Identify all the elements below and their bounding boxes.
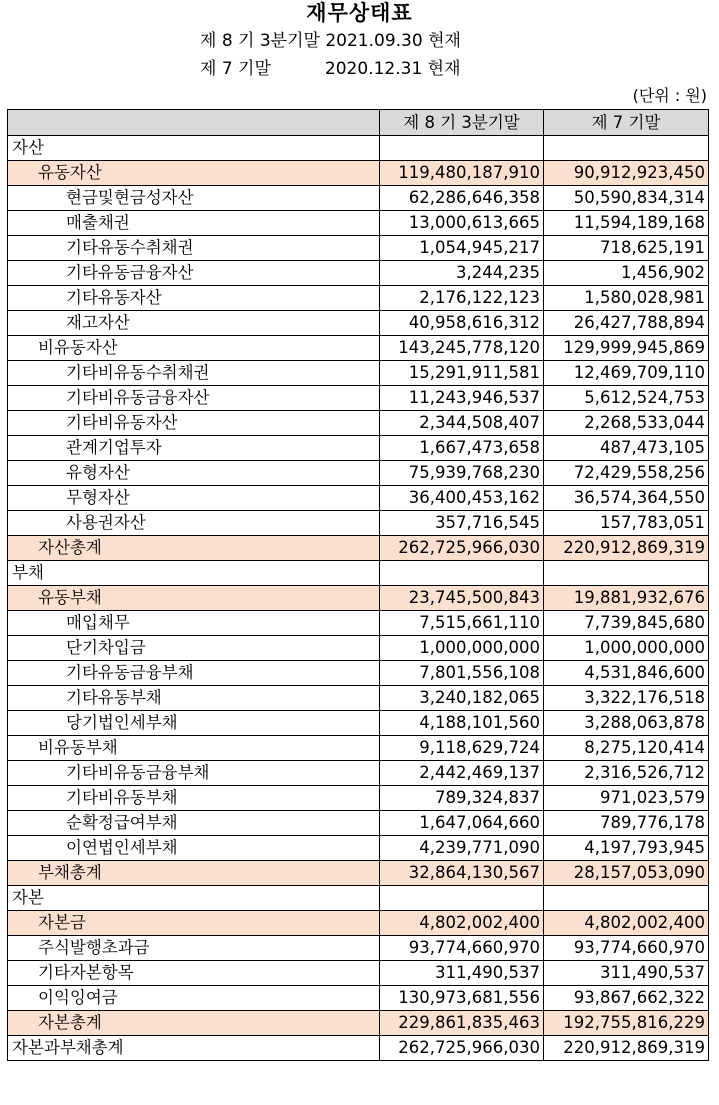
table-row — [8, 436, 709, 461]
prior-period-amount — [544, 136, 709, 161]
table-row — [8, 661, 709, 686]
account-name: 비유동부채 — [8, 736, 380, 761]
prior-period-amount: 3,322,176,518 — [544, 686, 709, 711]
account-name: 비유동자산 — [8, 336, 380, 361]
prior-period-amount: 718,625,191 — [544, 236, 709, 261]
current-period-amount: 62,286,646,358 — [380, 186, 544, 211]
period-current: 제 8 기 3분기말 2021.09.30 현재 — [200, 31, 461, 51]
prior-period-amount: 2,268,533,044 — [544, 411, 709, 436]
current-period-amount: 262,725,966,030 — [380, 536, 544, 561]
prior-period-amount: 5,612,524,753 — [544, 386, 709, 411]
prior-period-amount: 129,999,945,869 — [544, 336, 709, 361]
prior-period-amount: 789,776,178 — [544, 811, 709, 836]
account-name: 관계기업투자 — [8, 436, 380, 461]
table-row — [8, 336, 709, 361]
current-period-amount: 3,240,182,065 — [380, 686, 544, 711]
current-period-amount: 1,667,473,658 — [380, 436, 544, 461]
table-row — [8, 586, 709, 611]
current-period-amount: 15,291,911,581 — [380, 361, 544, 386]
prior-period-amount: 50,590,834,314 — [544, 186, 709, 211]
table-row — [8, 811, 709, 836]
current-period-amount: 2,176,122,123 — [380, 286, 544, 311]
table-row — [8, 161, 709, 186]
account-name: 주식발행초과금 — [8, 936, 380, 961]
account-name: 당기법인세부채 — [8, 711, 380, 736]
prior-period-amount: 487,473,105 — [544, 436, 709, 461]
table-row — [8, 536, 709, 561]
account-name: 기타비유동부채 — [8, 786, 380, 811]
account-name: 현금및현금성자산 — [8, 186, 380, 211]
table-row — [8, 1011, 709, 1036]
account-name: 유형자산 — [8, 461, 380, 486]
current-period-amount: 1,000,000,000 — [380, 636, 544, 661]
current-period-amount: 40,958,616,312 — [380, 311, 544, 336]
current-period-amount: 36,400,453,162 — [380, 486, 544, 511]
account-name: 단기차입금 — [8, 636, 380, 661]
table-row — [8, 886, 709, 911]
table-row — [8, 986, 709, 1011]
account-name: 기타비유동자산 — [8, 411, 380, 436]
table-row — [8, 1036, 709, 1061]
prior-period-amount: 12,469,709,110 — [544, 361, 709, 386]
table-header-row — [8, 110, 709, 136]
current-period-amount: 75,939,768,230 — [380, 461, 544, 486]
table-row — [8, 611, 709, 636]
account-name: 자산 — [8, 136, 380, 161]
account-name: 자본금 — [8, 911, 380, 936]
prior-period-amount: 4,197,793,945 — [544, 836, 709, 861]
prior-period-amount: 28,157,053,090 — [544, 861, 709, 886]
prior-period-amount: 192,755,816,229 — [544, 1011, 709, 1036]
account-name: 기타비유동수취채권 — [8, 361, 380, 386]
current-period-amount: 1,647,064,660 — [380, 811, 544, 836]
account-name: 자산총계 — [8, 536, 380, 561]
current-period-amount: 2,344,508,407 — [380, 411, 544, 436]
prior-period-amount: 3,288,063,878 — [544, 711, 709, 736]
current-period-amount: 11,243,946,537 — [380, 386, 544, 411]
prior-period-amount: 7,739,845,680 — [544, 611, 709, 636]
current-period-amount: 2,442,469,137 — [380, 761, 544, 786]
current-period-amount: 4,188,101,560 — [380, 711, 544, 736]
prior-period-amount: 72,429,558,256 — [544, 461, 709, 486]
current-period-amount: 7,801,556,108 — [380, 661, 544, 686]
table-row — [8, 761, 709, 786]
account-name: 자본 — [8, 886, 380, 911]
account-name: 기타비유동금융자산 — [8, 386, 380, 411]
prior-period-amount: 93,867,662,322 — [544, 986, 709, 1011]
table-row — [8, 836, 709, 861]
table-row — [8, 261, 709, 286]
current-period-amount: 23,745,500,843 — [380, 586, 544, 611]
account-name: 기타비유동금융부채 — [8, 761, 380, 786]
account-name: 재고자산 — [8, 311, 380, 336]
current-period-amount: 93,774,660,970 — [380, 936, 544, 961]
account-name: 기타유동수취채권 — [8, 236, 380, 261]
account-name: 유동부채 — [8, 586, 380, 611]
table-row — [8, 936, 709, 961]
table-row — [8, 561, 709, 586]
table-row — [8, 411, 709, 436]
period-prior: 제 7 기말 2020.12.31 현재 — [200, 59, 461, 79]
prior-period-amount: 19,881,932,676 — [544, 586, 709, 611]
prior-period-amount — [544, 561, 709, 586]
account-name: 기타유동자산 — [8, 286, 380, 311]
current-period-amount: 4,239,771,090 — [380, 836, 544, 861]
current-period-amount — [380, 136, 544, 161]
table-row — [8, 786, 709, 811]
table-row — [8, 686, 709, 711]
account-name: 기타유동부채 — [8, 686, 380, 711]
prior-period-amount: 4,531,846,600 — [544, 661, 709, 686]
current-period-amount: 1,054,945,217 — [380, 236, 544, 261]
prior-period-amount: 36,574,364,550 — [544, 486, 709, 511]
prior-period-amount: 220,912,869,319 — [544, 536, 709, 561]
table-row — [8, 961, 709, 986]
table-row — [8, 286, 709, 311]
account-name: 매입채무 — [8, 611, 380, 636]
header-prior-period: 제 7 기말 — [544, 110, 709, 136]
unit-label: (단위 : 원) — [632, 86, 707, 105]
table-row — [8, 186, 709, 211]
header-current-period: 제 8 기 3분기말 — [380, 110, 544, 136]
table-row — [8, 136, 709, 161]
current-period-amount: 789,324,837 — [380, 786, 544, 811]
prior-period-amount: 2,316,526,712 — [544, 761, 709, 786]
prior-period-amount: 1,456,902 — [544, 261, 709, 286]
account-name: 기타자본항목 — [8, 961, 380, 986]
table-row — [8, 486, 709, 511]
current-period-amount: 143,245,778,120 — [380, 336, 544, 361]
current-period-amount: 311,490,537 — [380, 961, 544, 986]
current-period-amount — [380, 561, 544, 586]
header-account — [8, 110, 380, 136]
current-period-amount: 119,480,187,910 — [380, 161, 544, 186]
prior-period-amount: 4,802,002,400 — [544, 911, 709, 936]
table-row — [8, 236, 709, 261]
table-row — [8, 911, 709, 936]
current-period-amount: 13,000,613,665 — [380, 211, 544, 236]
account-name: 이연법인세부채 — [8, 836, 380, 861]
prior-period-amount: 971,023,579 — [544, 786, 709, 811]
prior-period-amount: 1,580,028,981 — [544, 286, 709, 311]
account-name: 부채총계 — [8, 861, 380, 886]
table-row — [8, 461, 709, 486]
table-row — [8, 511, 709, 536]
table-row — [8, 861, 709, 886]
current-period-amount: 4,802,002,400 — [380, 911, 544, 936]
prior-period-amount: 311,490,537 — [544, 961, 709, 986]
account-name: 순확정급여부채 — [8, 811, 380, 836]
account-name: 자본총계 — [8, 1011, 380, 1036]
account-name: 기타유동금융자산 — [8, 261, 380, 286]
current-period-amount: 262,725,966,030 — [380, 1036, 544, 1061]
prior-period-amount: 220,912,869,319 — [544, 1036, 709, 1061]
table-row — [8, 311, 709, 336]
prior-period-amount — [544, 886, 709, 911]
prior-period-amount: 11,594,189,168 — [544, 211, 709, 236]
account-name: 이익잉여금 — [8, 986, 380, 1011]
prior-period-amount: 90,912,923,450 — [544, 161, 709, 186]
current-period-amount: 7,515,661,110 — [380, 611, 544, 636]
table-row — [8, 736, 709, 761]
prior-period-amount: 157,783,051 — [544, 511, 709, 536]
current-period-amount: 3,244,235 — [380, 261, 544, 286]
account-name: 사용권자산 — [8, 511, 380, 536]
table-row — [8, 636, 709, 661]
account-name: 무형자산 — [8, 486, 380, 511]
account-name: 매출채권 — [8, 211, 380, 236]
account-name: 기타유동금융부채 — [8, 661, 380, 686]
current-period-amount: 130,973,681,556 — [380, 986, 544, 1011]
current-period-amount — [380, 886, 544, 911]
prior-period-amount: 93,774,660,970 — [544, 936, 709, 961]
table-row — [8, 711, 709, 736]
current-period-amount: 9,118,629,724 — [380, 736, 544, 761]
table-row — [8, 386, 709, 411]
prior-period-amount: 8,275,120,414 — [544, 736, 709, 761]
prior-period-amount: 26,427,788,894 — [544, 311, 709, 336]
prior-period-amount: 1,000,000,000 — [544, 636, 709, 661]
statement-title: 재무상태표 — [306, 1, 413, 25]
current-period-amount: 229,861,835,463 — [380, 1011, 544, 1036]
table-row — [8, 211, 709, 236]
balance-sheet-table — [7, 109, 709, 1061]
account-name: 유동자산 — [8, 161, 380, 186]
current-period-amount: 357,716,545 — [380, 511, 544, 536]
account-name: 부채 — [8, 561, 380, 586]
current-period-amount: 32,864,130,567 — [380, 861, 544, 886]
table-row — [8, 361, 709, 386]
table-body — [8, 136, 709, 1061]
account-name: 자본과부채총계 — [8, 1036, 380, 1061]
